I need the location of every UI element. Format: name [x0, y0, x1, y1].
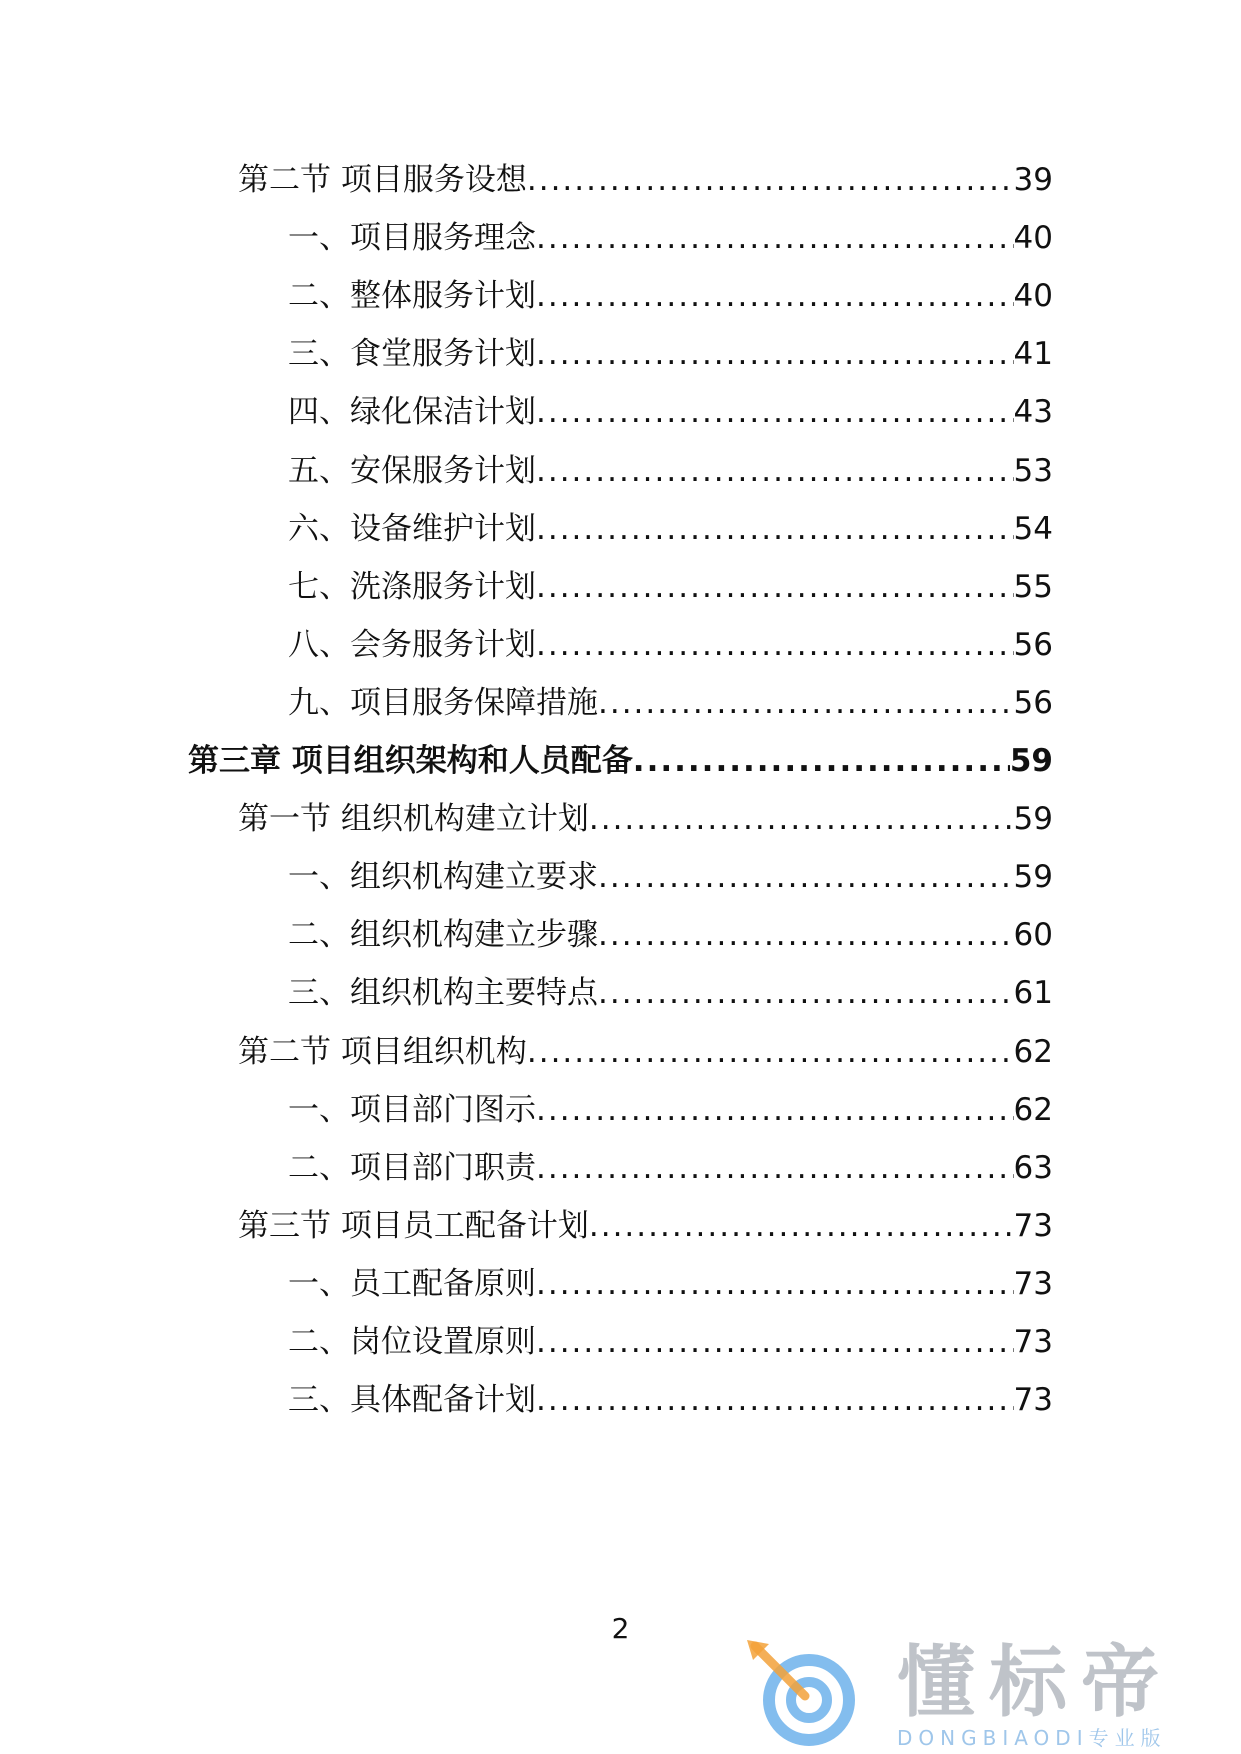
toc-dot-leader: [536, 334, 1014, 374]
toc-entry-title: 一、项目部门图示: [288, 1091, 536, 1128]
toc-entry-page: 59: [1013, 859, 1053, 896]
toc-entry: [288, 1380, 1053, 1420]
watermark-brand: 懂标帝: [897, 1638, 1174, 1728]
toc-entry: [288, 915, 1053, 955]
toc-entry: [288, 857, 1053, 897]
toc-entry-title: 三、组织机构主要特点: [288, 975, 598, 1012]
toc-dot-leader: [536, 1264, 1014, 1304]
toc-entry-title: 第二节 项目服务设想: [238, 162, 527, 198]
toc-dot-leader: [589, 799, 1014, 839]
toc-entry: [288, 1322, 1053, 1362]
toc-entry-page: 56: [1013, 684, 1053, 721]
toc-entry-page: 73: [1013, 1382, 1053, 1419]
toc-dot-leader: [536, 625, 1014, 665]
target-logo-icon: [745, 1638, 865, 1750]
toc-dot-leader: [598, 857, 1014, 897]
toc-entry: [288, 625, 1053, 665]
toc-dot-leader: [598, 915, 1014, 955]
toc-entry-page: 55: [1013, 568, 1053, 605]
toc-dot-leader: [536, 509, 1014, 549]
toc-entry-page: 53: [1013, 452, 1053, 489]
toc-entry-page: 40: [1013, 220, 1053, 257]
toc-entry-title: 八、会务服务计划: [288, 626, 536, 663]
toc-entry-title: 一、组织机构建立要求: [288, 859, 598, 896]
toc-entry: [288, 973, 1053, 1013]
toc-entry-title: 五、安保服务计划: [288, 452, 536, 489]
toc-entry-page: 62: [1013, 1033, 1053, 1070]
toc-dot-leader: [536, 1148, 1014, 1188]
toc-entry-page: 40: [1013, 278, 1053, 315]
toc-dot-leader: [527, 1032, 1014, 1072]
toc-entry: [238, 1032, 1053, 1072]
toc-dot-leader: [536, 1090, 1014, 1130]
toc-entry-page: 63: [1013, 1149, 1053, 1186]
toc-dot-leader: [536, 392, 1014, 432]
toc-entry: [188, 741, 1053, 781]
toc-entry-title: 二、组织机构建立步骤: [288, 917, 598, 954]
toc-entry-title: 六、设备维护计划: [288, 510, 536, 547]
toc-entry: [288, 1264, 1053, 1304]
toc-entry-page: 56: [1013, 626, 1053, 663]
toc-entry-page: 73: [1013, 1324, 1053, 1360]
toc-entry-page: 59: [1013, 801, 1053, 838]
page-number: 2: [611, 1612, 630, 1645]
toc-entry: [238, 160, 1053, 200]
toc-entry-page: 73: [1013, 1207, 1053, 1244]
toc-dot-leader: [536, 567, 1014, 607]
toc-entry: [288, 509, 1053, 549]
toc-entry: [288, 1148, 1053, 1188]
toc-entry-page: 59: [1009, 743, 1053, 779]
toc-entry-page: 54: [1013, 510, 1053, 547]
toc-entry: [288, 683, 1053, 723]
toc-dot-leader: [536, 276, 1014, 316]
toc-entry: [288, 451, 1053, 491]
toc-entry-title: 七、洗涤服务计划: [288, 568, 536, 605]
toc-dot-leader: [589, 1206, 1014, 1246]
toc-entry: [288, 218, 1053, 258]
toc-entry-title: 三、具体配备计划: [288, 1382, 536, 1419]
toc-dot-leader: [536, 1322, 1014, 1362]
toc-entry: [288, 1090, 1053, 1130]
toc-dot-leader: [633, 741, 1010, 781]
toc-entry-title: 一、项目服务理念: [288, 220, 536, 257]
toc-entry: [288, 276, 1053, 316]
toc-dot-leader: [536, 218, 1014, 258]
watermark-subtitle: DONGBIAODI专业版: [897, 1726, 1167, 1750]
toc-entry-page: 62: [1013, 1091, 1053, 1128]
toc-entry: [288, 567, 1053, 607]
toc-entry-title: 二、整体服务计划: [288, 278, 536, 315]
toc-entry-title: 第二节 项目组织机构: [238, 1033, 527, 1070]
toc-entry-page: 43: [1013, 394, 1053, 431]
toc-dot-leader: [598, 683, 1014, 723]
toc-entry-title: 第一节 组织机构建立计划: [238, 801, 589, 838]
toc-entry-title: 四、绿化保洁计划: [288, 394, 536, 431]
watermark: [745, 1638, 1225, 1750]
toc-entry: [288, 392, 1053, 432]
toc-dot-leader: [527, 160, 1014, 200]
toc-dot-leader: [536, 451, 1014, 491]
toc-entry: [288, 334, 1053, 374]
toc-entry-page: 60: [1013, 917, 1053, 954]
toc-entry-title: 第三节 项目员工配备计划: [238, 1207, 589, 1244]
toc-entry-title: 第三章 项目组织架构和人员配备: [188, 743, 633, 779]
toc-entry-title: 二、岗位设置原则: [288, 1324, 536, 1360]
toc-entry: [238, 799, 1053, 839]
toc-entry-page: 39: [1013, 162, 1053, 198]
toc-entry-page: 73: [1013, 1265, 1053, 1302]
toc-entry-page: 61: [1013, 975, 1053, 1012]
toc-entry-title: 三、食堂服务计划: [288, 336, 536, 373]
toc-dot-leader: [536, 1380, 1014, 1420]
toc-dot-leader: [598, 973, 1014, 1013]
toc-entry-title: 一、员工配备原则: [288, 1265, 536, 1302]
toc-entry-title: 九、项目服务保障措施: [288, 684, 598, 721]
toc-entry-page: 41: [1013, 336, 1053, 373]
toc-entry-title: 二、项目部门职责: [288, 1149, 536, 1186]
toc-entry: [238, 1206, 1053, 1246]
